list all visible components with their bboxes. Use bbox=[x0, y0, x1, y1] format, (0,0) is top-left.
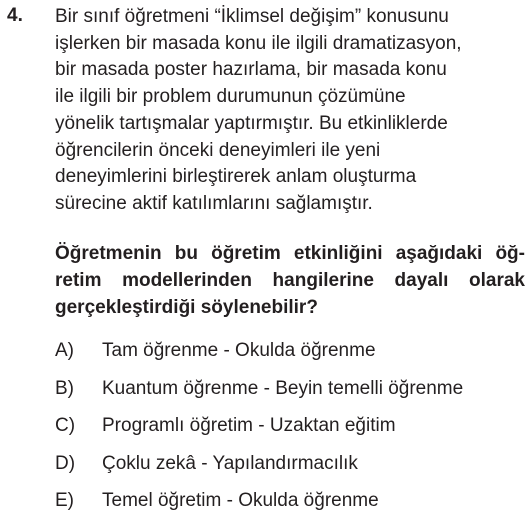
option-letter: B) bbox=[55, 377, 74, 399]
option-c[interactable] bbox=[55, 413, 525, 451]
stem-line: sürecine aktif katılımlarını sağlamıştır. bbox=[55, 192, 373, 214]
option-b[interactable] bbox=[55, 376, 525, 414]
prompt-line: gerçekleştirdiği söylenebilir? bbox=[55, 297, 318, 318]
prompt-line: retim modellerinden hangilerine dayalı olarak bbox=[55, 270, 525, 291]
option-e[interactable] bbox=[55, 488, 525, 526]
option-text: Temel öğretim - Okulda öğrenme bbox=[102, 490, 379, 511]
question-prompt bbox=[55, 240, 525, 321]
option-letter: E) bbox=[55, 490, 74, 511]
stem-line: deneyimlerini birleştirerek anlam oluşturma bbox=[55, 166, 417, 188]
stem-line: işlerken bir masada konu ile ilgili dramatizasyon, bbox=[55, 32, 462, 54]
question-number: 4. bbox=[7, 5, 23, 26]
answer-options bbox=[55, 338, 525, 526]
option-text: Programlı öğretim - Uzaktan eğitim bbox=[102, 415, 396, 436]
option-d[interactable] bbox=[55, 451, 525, 489]
option-letter: C) bbox=[55, 415, 76, 436]
stem-line: yönelik tartışmalar yaptırmıştır. Bu etkinliklerde bbox=[55, 112, 448, 134]
stem-line: ile ilgili bir problem durumunun çözümüne bbox=[55, 86, 406, 108]
option-a[interactable] bbox=[55, 338, 525, 376]
prompt-line: Öğretmenin bu öğretim etkinliğini aşağıdaki öğ- bbox=[55, 243, 525, 264]
stem-line: öğrencilerin önceki deneyimleri ile yeni bbox=[55, 139, 381, 161]
stem-line: bir masada poster hazırlama, bir masada konu bbox=[55, 59, 447, 81]
option-text: Kuantum öğrenme - Beyin temelli öğrenme bbox=[102, 377, 464, 399]
option-text: Çoklu zekâ - Yapılandırmacılık bbox=[102, 452, 358, 474]
stem-line: Bir sınıf öğretmeni “İklimsel değişim” konusunu bbox=[55, 6, 449, 27]
option-letter: D) bbox=[55, 452, 76, 474]
option-text: Tam öğrenme - Okulda öğrenme bbox=[102, 340, 376, 361]
option-letter: A) bbox=[55, 340, 74, 361]
question-stem bbox=[55, 4, 527, 218]
